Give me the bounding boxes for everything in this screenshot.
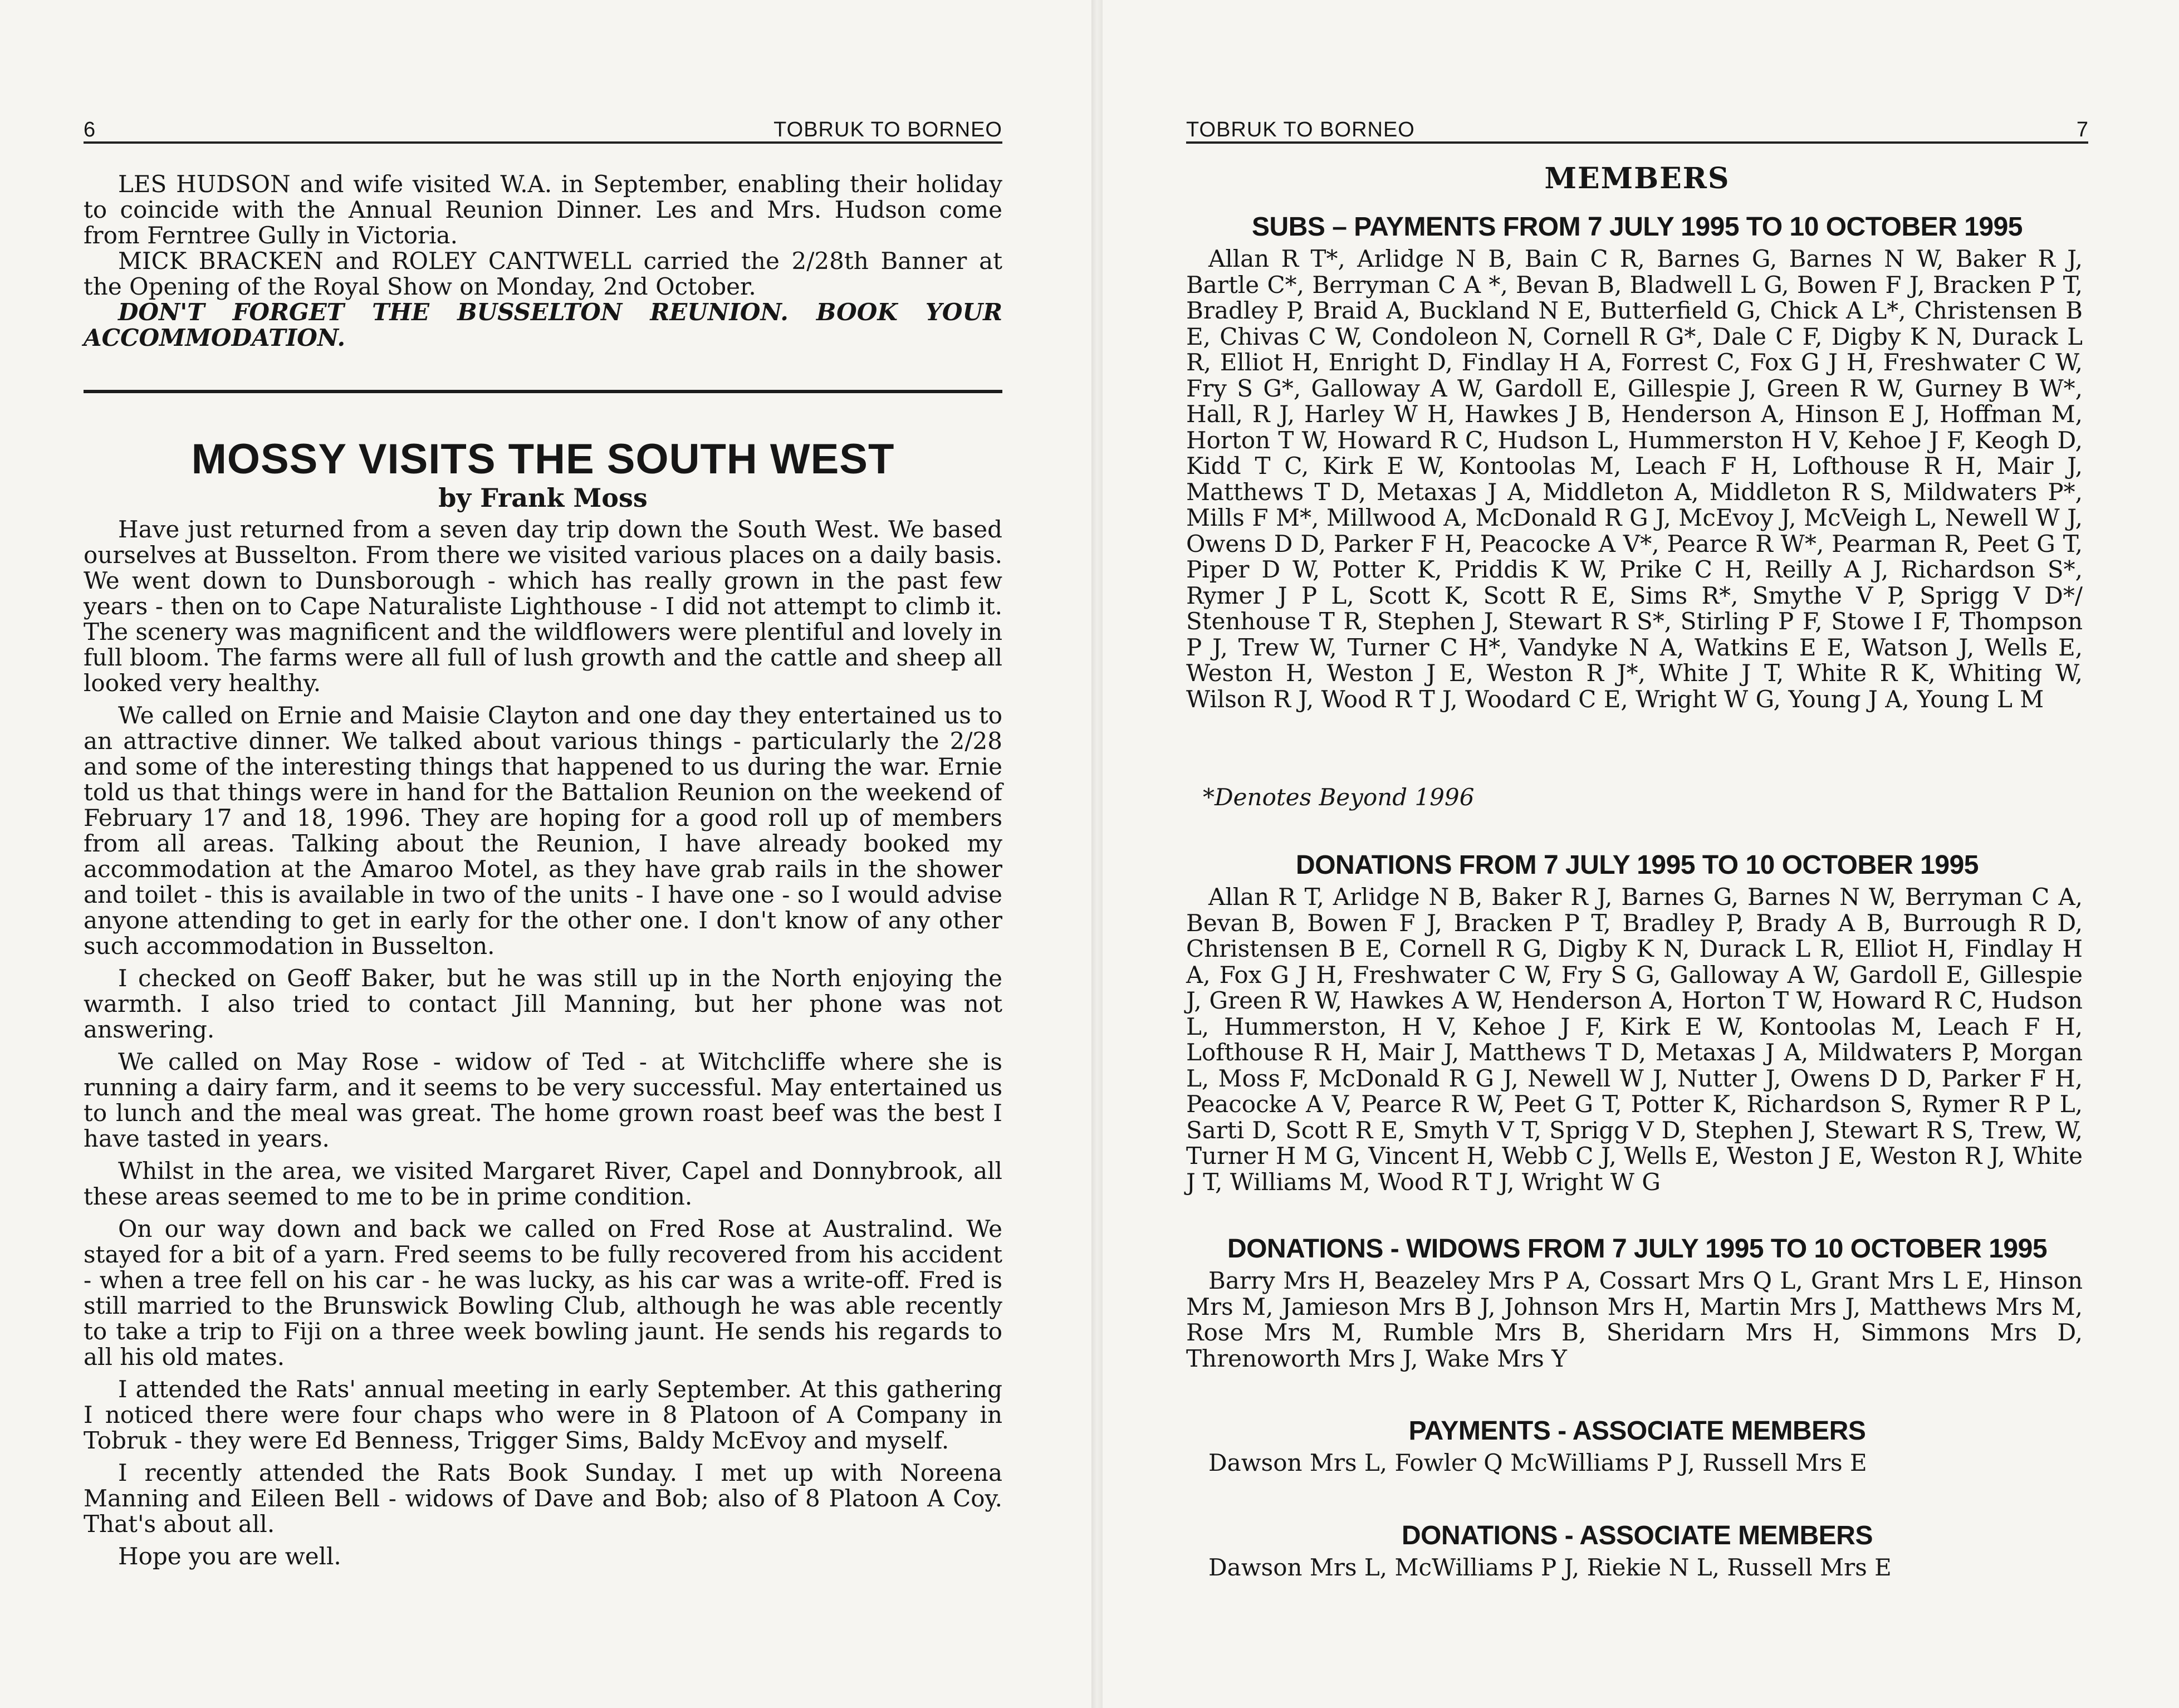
page-number: 6 xyxy=(84,118,96,141)
subs-name-list: Allan R T*, Arlidge N B, Bain C R, Barnes G, Barnes N W, Baker R J, Bartle C*, Berryman C A *, Bevan B, Bladwell L G, Bowen F J, Bracken P T, Bradley P, Braid A, Buckland N E, Butterfield G, Chick A L*, Christensen B E, Chivas C W, Condoleon N, Cornell R G*, Dale C F, Digby K N, Durack L R, Elliot H, Enright D, Findlay H A, Forrest C, Fox G J H, Freshwater C W, Fry S G*, Galloway A W, Gardoll E, Gillespie J, Green R W, Gurney B W*, Hall, R J, Harley W H, Hawkes J B, Henderson A, Hinson E J, Hoffman M, Horton T W, Howard R C, Hudson L, Hummerston H V, Kehoe J F, Keogh D, Kidd T C, Kirk E W, Kontoolas M, Leach F H, Lofthouse R H, Mair J, Matthews T D, Metaxas J A, Middleton A, Middleton R S, Mildwaters P*, Mills F M*, Millwood A, McDonald R G J, McEvoy J, McVeigh L, Newell W J, Owens D D, Parker F H, Peacocke A V*, Pearce R W*, Pearman R, Peet G T, Piper D W, Potter K, Priddis K W, Prike C H, Reilly A J, Richardson S*, Rymer J P L, Scott K, Scott R E, Sims R*, Smythe V P, Sprigg V D*/ Stenhouse T R, Stephen J, Stewart R S*, Stirling P F, Stowe I F, Thompson P J, Trew W, Turner C H*, Vandyke N A, Watkins E E, Watson J, Wells E, Weston H, Weston J E, Weston R J*, White J T, White R K, Whiting W, Wilson R J, Wood R T J, Woodard C E, Wright W G, Young J A, Young L M xyxy=(1186,245,2083,713)
running-header-left xyxy=(84,118,1002,144)
donations-name-list: Allan R T, Arlidge N B, Baker R J, Barnes G, Barnes N W, Berryman C A, Bevan B, Bowen F J, Bracken P T, Bradley P, Brady A B, Burrough R D, Christensen B E, Cornell R G, Digby K N, Durack L R, Elliot H, Findlay H A, Fox G J H, Freshwater C W, Fry S G, Galloway A W, Gardoll E, Gillespie J, Green R W, Hawkes A W, Henderson A, Horton T W, Howard R C, Hudson L, Hummerston, H V, Kehoe J F, Kirk E W, Kontoolas M, Leach F H, Lofthouse R H, Mair J, Matthews T D, Metaxas J A, Mildwaters P, Morgan L, Moss F, McDonald R G J, Newell W J, Nutter J, Owens D D, Parker F H, Peacocke A V, Pearce R W, Peet G T, Potter K, Richardson S, Rymer R P L, Sarti D, Scott R E, Smyth V T, Sprigg V D, Stephen J, Stewart R S, Trew, W, Turner H M G, Vincent H, Webb C J, Wells E, Weston J E, Weston R J, White J T, Williams M, Wood R T J, Wright W G xyxy=(1186,883,2083,1196)
book-gutter xyxy=(1091,0,1103,1708)
footnote: *Denotes Beyond 1996 xyxy=(1203,784,1475,811)
notices-section xyxy=(84,172,1002,351)
section-divider xyxy=(84,390,1002,393)
running-title: TOBRUK TO BORNEO xyxy=(1186,118,1415,141)
notice-paragraph: LES HUDSON and wife visited W.A. in September, enabling their holiday to coincide with the Annual Reunion Dinner. Les and Mrs. Hudson come from Ferntree Gully in Victoria. xyxy=(84,170,1002,249)
article-paragraph: We called on May Rose - widow of Ted - at Witchcliffe where she is running a dairy farm, and it seems to be very successful. May entertained us to lunch and the meal was great. The home grown roast beef was the best I have tasted in years. xyxy=(84,1048,1002,1152)
reminder-notice: DON'T FORGET THE BUSSELTON REUNION. BOOK YOUR ACCOMMODATION. xyxy=(84,298,1002,351)
article-paragraph: I checked on Geoff Baker, but he was still up in the North enjoying the warmth. I also tried to contact Jill Manning, but her phone was not answering. xyxy=(84,965,1002,1043)
subs-heading: SUBS – PAYMENTS FROM 7 JULY 1995 TO 10 OCTOBER 1995 xyxy=(1252,212,2023,242)
widows-donations-heading: DONATIONS - WIDOWS FROM 7 JULY 1995 TO 10 OCTOBER 1995 xyxy=(1227,1234,2048,1264)
article-paragraph: Hope you are well. xyxy=(118,1543,341,1570)
page-number: 7 xyxy=(2076,118,2088,141)
notice-paragraph: MICK BRACKEN and ROLEY CANTWELL carried the 2/28th Banner at the Opening of the Royal Show on Monday, 2nd October. xyxy=(84,247,1002,300)
widows-donations-list: Barry Mrs H, Beazeley Mrs P A, Cossart Mrs Q L, Grant Mrs L E, Hinson Mrs M, Jamieson Mrs B J, Johnson Mrs H, Martin Mrs J, Matthews Mrs M, Rose Mrs M, Rumble Mrs B, Sheridarn Mrs H, Simmons Mrs D, Threnoworth Mrs J, Wake Mrs Y xyxy=(1186,1267,2083,1372)
running-header-right xyxy=(1186,118,2088,144)
article-body xyxy=(84,517,1002,1576)
associate-donations-list: Dawson Mrs L, McWilliams P J, Riekie N L, Russell Mrs E xyxy=(1208,1554,1892,1581)
article-title: MOSSY VISITS THE SOUTH WEST xyxy=(191,435,895,483)
associate-payments-list: Dawson Mrs L, Fowler Q McWilliams P J, Russell Mrs E xyxy=(1208,1449,1867,1476)
article-paragraph: On our way down and back we called on Fred Rose at Australind. We stayed for a bit of a yarn. Fred seems to be fully recovered from his accident - when a tree fell on his car - he was lucky, as his car was a write-off. Fred is still married to the Brunswick Bowling Club, although he was able recently to take a trip to Fiji on a three week bowling jaunt. He sends his regards to all his old mates. xyxy=(84,1215,1002,1371)
article-byline: by Frank Moss xyxy=(438,483,648,513)
donations-heading: DONATIONS FROM 7 JULY 1995 TO 10 OCTOBER 1995 xyxy=(1296,850,1979,880)
members-heading: MEMBERS xyxy=(1544,161,1730,195)
article-paragraph: We called on Ernie and Maisie Clayton and one day they entertained us to an attractive dinner. We talked about various things - particularly the 2/28 and some of the interesting things that happened to us during the war. Ernie told us that things were in hand for the Battalion Reunion on the weekend of February 17 and 18, 1996. They are hoping for a good roll up of members from all areas. Talking about the Reunion, I have already booked my accommodation at the Amaroo Motel, as they have grab rails in the shower and toilet - this is available in two of the units - I have one - so I would advise anyone attending to get in early for the other one. I don't know of any other such accommodation in Busselton. xyxy=(84,702,1002,960)
associate-donations-heading: DONATIONS - ASSOCIATE MEMBERS xyxy=(1402,1521,1873,1550)
article-paragraph: I attended the Rats' annual meeting in early September. At this gathering I noticed there were four chaps who were in 8 Platoon of A Company in Tobruk - they were Ed Benness, Trigger Sims, Baldy McEvoy and myself. xyxy=(84,1376,1002,1454)
article-paragraph: Whilst in the area, we visited Margaret River, Capel and Donnybrook, all these areas seemed to me to be in prime condition. xyxy=(84,1157,1002,1210)
article-paragraph: Have just returned from a seven day trip down the South West. We based ourselves at Busselton. From there we visited various places on a daily basis. We went down to Dunsborough - which has really grown in the past few years - then on to Cape Naturaliste Lighthouse - I did not attempt to climb it. The scenery was magnificent and the wildflowers were plentiful and lovely in full bloom. The farms were all full of lush growth and the cattle and sheep all looked very healthy. xyxy=(84,516,1002,697)
article-paragraph: I recently attended the Rats Book Sunday. I met up with Noreena Manning and Eileen Bell - widows of Dave and Bob; also of 8 Platoon A Coy. That's about all. xyxy=(84,1459,1002,1538)
right-page xyxy=(1103,0,2179,1708)
running-title: TOBRUK TO BORNEO xyxy=(773,118,1002,141)
associate-payments-heading: PAYMENTS - ASSOCIATE MEMBERS xyxy=(1408,1416,1866,1446)
